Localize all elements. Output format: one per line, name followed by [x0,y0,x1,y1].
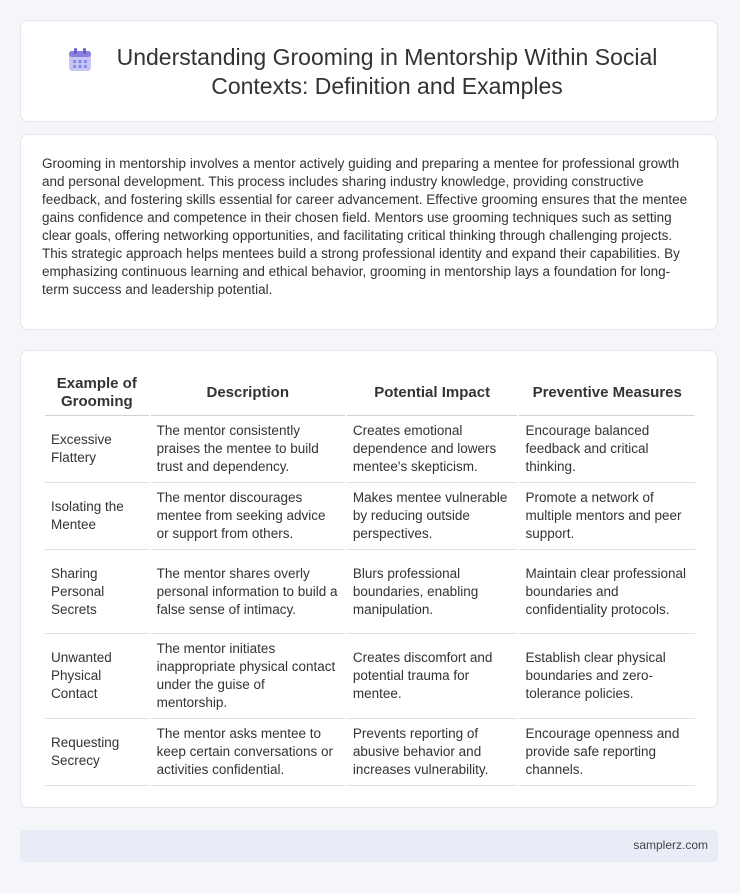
intro-card [20,134,718,330]
cell-description: The mentor shares overly personal information to build a false sense of intimacy. [151,550,345,634]
table-card [20,350,718,808]
page-title: Understanding Grooming in Mentorship Within Social Contexts: Definition and Examples [116,44,658,99]
title-card [20,20,718,122]
cell-example: Unwanted Physical Contact [45,634,149,719]
table-header-row [45,371,695,416]
title-wrap [51,43,687,101]
footer-bar [20,830,718,862]
cell-prevention: Promote a network of multiple mentors and peer support. [519,483,695,550]
header-description: Description [151,371,345,416]
cell-example: Isolating the Mentee [45,483,149,550]
cell-description: The mentor initiates inappropriate physical contact under the guise of mentorship. [151,634,345,719]
cell-impact: Creates discomfort and potential trauma for mentee. [347,634,518,719]
header-impact: Potential Impact [347,371,518,416]
cell-prevention: Encourage openness and provide safe reporting channels. [519,719,695,786]
grooming-table [43,371,697,786]
header-prevention: Preventive Measures [519,371,695,416]
cell-impact: Creates emotional dependence and lowers mentee's skepticism. [347,416,518,483]
table-row [45,416,695,483]
table-row [45,719,695,786]
table-row [45,483,695,550]
calendar-icon [67,47,93,73]
cell-description: The mentor consistently praises the mentee to build trust and dependency. [151,416,345,483]
intro-paragraph: Grooming in mentorship involves a mentor actively guiding and preparing a mentee for professional growth and personal development. This process includes sharing industry knowledge, providing constructive feedback, and fostering skills essential for career advancement. Effective grooming ensures that the mentee gains confidence and competence in their chosen field. Mentors use grooming techniques such as setting clear goals, offering networking opportunities, and facilitating critical thinking through challenging projects. This strategic approach helps mentees build a strong professional identity and expand their capabilities. By emphasizing continuous learning and ethical behavior, grooming in mentorship lays a foundation for long-term success and leadership potential. [42,156,688,297]
cell-impact: Makes mentee vulnerable by reducing outside perspectives. [347,483,518,550]
footer-site-link[interactable]: samplerz.com [633,838,708,852]
table-row [45,634,695,719]
cell-description: The mentor discourages mentee from seeking advice or support from others. [151,483,345,550]
header-example: Example of Grooming [45,371,149,416]
cell-description: The mentor asks mentee to keep certain conversations or activities confidential. [151,719,345,786]
cell-prevention: Encourage balanced feedback and critical thinking. [519,416,695,483]
cell-example: Sharing Personal Secrets [45,550,149,634]
table-row [45,550,695,634]
cell-impact: Blurs professional boundaries, enabling manipulation. [347,550,518,634]
cell-example: Requesting Secrecy [45,719,149,786]
cell-example: Excessive Flattery [45,416,149,483]
cell-prevention: Establish clear physical boundaries and zero-tolerance policies. [519,634,695,719]
cell-prevention: Maintain clear professional boundaries and confidentiality protocols. [519,550,695,634]
cell-impact: Prevents reporting of abusive behavior and increases vulnerability. [347,719,518,786]
